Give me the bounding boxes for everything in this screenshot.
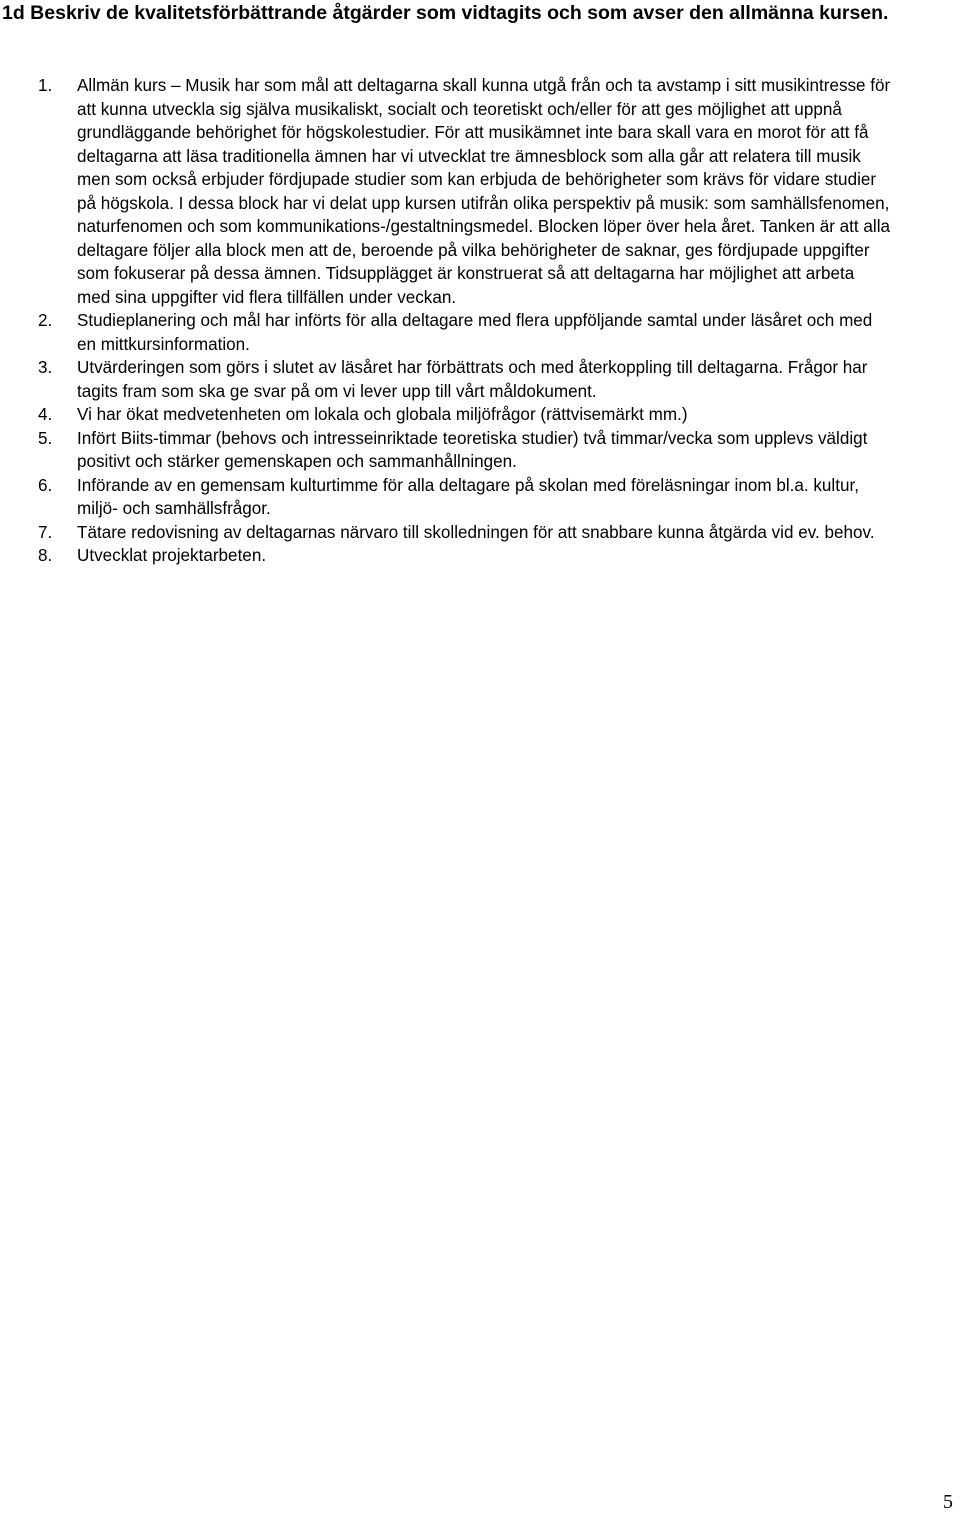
section-heading: 1d Beskriv de kvalitetsförbättrande åtgärder som vidtagits och som avser den allmänna kursen. xyxy=(2,2,889,24)
list-item-number: 2. xyxy=(38,311,53,330)
list-item-number: 4. xyxy=(38,405,53,424)
list-item-number: 6. xyxy=(38,475,53,495)
list-item-number: 5. xyxy=(38,428,53,448)
list-item-text: Studieplanering och mål har införts för alla deltagare med flera uppföljande samtal under läsåret och med en mittkursinformation. xyxy=(77,311,873,354)
list-item-text: Infört Biits-timmar (behovs och intresseinriktade teoretiska studier) två timmar/vecka som upplevs väldigt positivt och stärker gemenskapen och sammanhållningen. xyxy=(77,428,868,471)
list-item-text: Vi har ökat medvetenheten om lokala och globala miljöfrågor (rättvisemärkt mm.) xyxy=(77,405,688,424)
list-item-text: Tätare redovisning av deltagarnas närvaro till skolledningen för att snabbare kunna åtgärda vid ev. behov. xyxy=(77,522,875,542)
list-item-text: Allmän kurs – Musik har som mål att deltagarna skall kunna utgå från och ta avstamp i sitt musikintresse för att kunna utveckla sig själva musikaliskt, socialt och teoretiskt och/eller för att ges möjlighet att uppnå grundläggande behörighet för högskolestudier. För att musikämnet inte bara skall vara en morot för att få deltagarna att läsa traditionella ämnen har vi utvecklat tre ämnesblock som alla går att relatera till musik men som också erbjuder fördjupade studier som kan erbjuda de behörigheter som krävs för vidare studier på högskola. I dessa block har vi delat upp kursen utifrån olika perspektiv på musik: som samhällsfenomen, naturfenomen och som kommunikations-/gestaltningsmedel. Blocken löper över hela året. Tanken är att alla deltagare följer alla block men att de, beroende på vilka behörigheter de saknar, ges fördjupade uppgifter som fokuserar på dessa ämnen. Tidsupplägget är konstruerat så att deltagarna har möjlighet att arbeta med sina uppgifter vid flera tillfällen under veckan. xyxy=(77,76,891,307)
list-item xyxy=(0,474,892,521)
list-item xyxy=(0,521,892,545)
list-item xyxy=(0,544,892,568)
list-item-number: 1. xyxy=(38,76,53,95)
list-item-text: Införande av en gemensam kulturtimme för alla deltagare på skolan med föreläsningar inom bl.a. kultur, miljö- och samhällsfrågor. xyxy=(77,475,859,518)
measures-list xyxy=(0,74,960,568)
list-item xyxy=(0,403,892,427)
list-item-text: Utvärderingen som görs i slutet av läsåret har förbättrats och med återkoppling till deltagarna. Frågor har tagits fram som ska ge svar på om vi lever upp till vårt måldokument. xyxy=(77,358,868,401)
list-item xyxy=(0,309,892,356)
list-item-number: 7. xyxy=(38,522,53,542)
list-item-number: 8. xyxy=(38,546,53,565)
page-number: 5 xyxy=(943,1491,953,1513)
list-item-number: 3. xyxy=(38,358,53,377)
list-item xyxy=(0,74,892,309)
list-item xyxy=(0,356,892,403)
list-item xyxy=(0,427,892,474)
list-item-text: Utvecklat projektarbeten. xyxy=(77,546,267,565)
